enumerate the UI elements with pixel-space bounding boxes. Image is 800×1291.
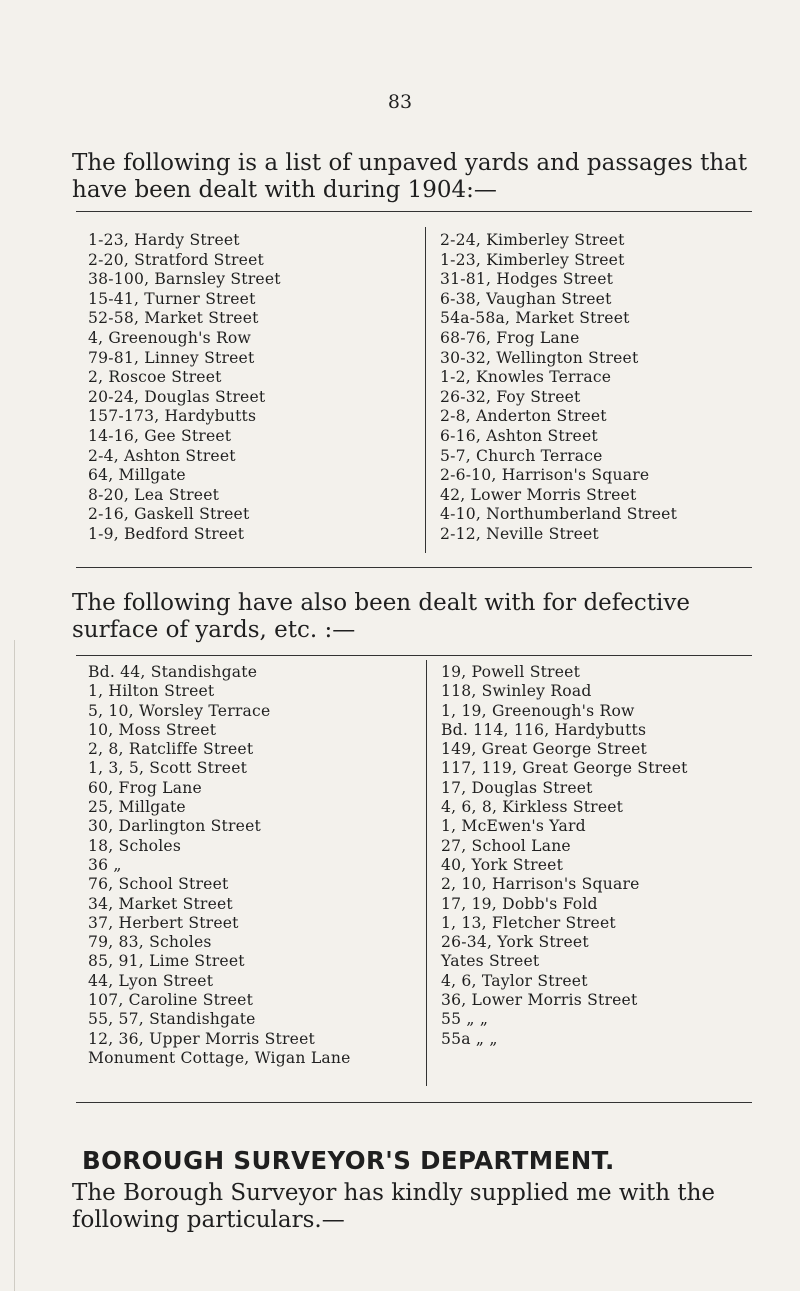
defective-list-item: 30, Darlington Street bbox=[88, 817, 261, 836]
unpaved-list-item: 14-16, Gee Street bbox=[88, 426, 232, 445]
page-number: 83 bbox=[387, 91, 413, 113]
defective-list-item: 10, Moss Street bbox=[88, 720, 217, 739]
defective-list-item: 40, York Street bbox=[441, 855, 564, 874]
table2-column-divider bbox=[426, 660, 427, 1086]
unpaved-list-item: 1-9, Bedford Street bbox=[88, 524, 245, 543]
intro-defective-paragraph: The following have also been dealt with for defective surface of yards, etc. :— bbox=[72, 590, 691, 643]
defective-list-item: 55 „ „ bbox=[441, 1010, 489, 1029]
table1-bottom-rule bbox=[76, 567, 752, 568]
unpaved-list-item: 2-24, Kimberley Street bbox=[440, 231, 625, 249]
defective-list-item: 17, Douglas Street bbox=[441, 778, 593, 797]
unpaved-list-item: 6-16, Ashton Street bbox=[440, 426, 598, 445]
defective-list-item: 5, 10, Worsley Terrace bbox=[88, 701, 271, 720]
unpaved-list-item: 6-38, Vaughan Street bbox=[440, 289, 612, 308]
defective-list-item: 12, 36, Upper Morris Street bbox=[88, 1029, 315, 1048]
unpaved-list-item: 2-8, Anderton Street bbox=[440, 407, 607, 426]
unpaved-list-item: 79-81, Linney Street bbox=[88, 348, 255, 367]
unpaved-list-item: 2-16, Gaskell Street bbox=[88, 505, 250, 524]
defective-list-item: 36 „ bbox=[88, 855, 122, 874]
defective-list-right bbox=[441, 663, 688, 1049]
unpaved-list-item: 5-7, Church Terrace bbox=[440, 446, 603, 465]
unpaved-list-item: 64, Millgate bbox=[88, 466, 186, 485]
defective-list-item: 1, McEwen's Yard bbox=[441, 817, 586, 836]
defective-list-item: 19, Powell Street bbox=[441, 663, 581, 681]
defective-list-item: 60, Frog Lane bbox=[88, 778, 202, 797]
unpaved-list-item: 54a-58a, Market Street bbox=[440, 309, 630, 328]
defective-list-item: 1, 19, Greenough's Row bbox=[441, 701, 635, 720]
defective-list-item: Bd. 114, 116, Hardybutts bbox=[441, 720, 647, 739]
defective-list-item: 1, Hilton Street bbox=[88, 682, 215, 701]
unpaved-list-item: 2-6-10, Harrison's Square bbox=[440, 466, 650, 485]
defective-list-item: 1, 3, 5, Scott Street bbox=[88, 759, 248, 778]
defective-list-item: 1, 13, Fletcher Street bbox=[441, 913, 616, 932]
unpaved-list-item: 52-58, Market Street bbox=[88, 309, 259, 328]
outro-paragraph: The Borough Surveyor has kindly supplied me with the following particulars.— bbox=[72, 1180, 716, 1233]
defective-list-item: Monument Cottage, Wigan Lane bbox=[88, 1048, 351, 1067]
defective-list-item: 117, 119, Great George Street bbox=[441, 759, 688, 778]
unpaved-list-item: 2-12, Neville Street bbox=[440, 524, 599, 543]
defective-list-item: 25, Millgate bbox=[88, 798, 186, 817]
table2-top-rule bbox=[76, 655, 752, 656]
unpaved-list-item: 2-20, Stratford Street bbox=[88, 250, 264, 269]
defective-list-item: 79, 83, Scholes bbox=[88, 933, 212, 952]
defective-list-item: 107, Caroline Street bbox=[88, 991, 254, 1010]
defective-list-item: 37, Herbert Street bbox=[88, 913, 239, 932]
unpaved-list-item: 68-76, Frog Lane bbox=[440, 328, 580, 347]
defective-list-item: 4, 6, Taylor Street bbox=[441, 971, 588, 990]
unpaved-list-item: 42, Lower Morris Street bbox=[440, 485, 637, 504]
defective-list-item: 4, 6, 8, Kirkless Street bbox=[441, 798, 624, 817]
unpaved-list-item: 1-23, Kimberley Street bbox=[440, 250, 625, 269]
defective-list-item: 55a „ „ bbox=[441, 1029, 498, 1048]
unpaved-list-item: 1-23, Hardy Street bbox=[88, 231, 240, 249]
table1-top-rule bbox=[76, 211, 752, 212]
defective-list-item: 2, 8, Ratcliffe Street bbox=[88, 740, 254, 759]
table2-bottom-rule bbox=[76, 1102, 752, 1103]
defective-list-item: 18, Scholes bbox=[88, 836, 182, 855]
defective-list-item: 118, Swinley Road bbox=[441, 682, 592, 701]
unpaved-list-item: 8-20, Lea Street bbox=[88, 485, 220, 504]
defective-list-item: 26-34, York Street bbox=[441, 933, 589, 952]
table1-column-divider bbox=[425, 227, 426, 553]
unpaved-list-item: 31-81, Hodges Street bbox=[440, 270, 614, 289]
unpaved-list-item: 38-100, Barnsley Street bbox=[88, 270, 281, 289]
section-heading: BOROUGH SURVEYOR'S DEPARTMENT. bbox=[82, 1146, 615, 1175]
unpaved-list-item: 26-32, Foy Street bbox=[440, 387, 581, 406]
defective-list-item: 2, 10, Harrison's Square bbox=[441, 875, 640, 894]
unpaved-list-item: 30-32, Wellington Street bbox=[440, 348, 639, 367]
unpaved-list-item: 4-10, Northumberland Street bbox=[440, 505, 678, 524]
unpaved-list-item: 1-2, Knowles Terrace bbox=[440, 368, 612, 387]
unpaved-list-item: 20-24, Douglas Street bbox=[88, 387, 266, 406]
intro-unpaved-paragraph: The following is a list of unpaved yards and passages that have been dealt with during 1904:— bbox=[72, 150, 748, 203]
unpaved-list-left bbox=[88, 231, 281, 545]
defective-list-item: 85, 91, Lime Street bbox=[88, 952, 245, 971]
unpaved-list-item: 15-41, Turner Street bbox=[88, 289, 256, 308]
defective-list-item: 36, Lower Morris Street bbox=[441, 991, 638, 1010]
defective-list-item: 149, Great George Street bbox=[441, 740, 647, 759]
defective-list-item: 76, School Street bbox=[88, 875, 229, 894]
unpaved-list-item: 2, Roscoe Street bbox=[88, 368, 222, 387]
unpaved-list-item: 4, Greenough's Row bbox=[88, 328, 252, 347]
unpaved-list-right bbox=[440, 231, 677, 545]
defective-list-item: Bd. 44, Standishgate bbox=[88, 663, 258, 681]
page-binding-edge bbox=[0, 640, 15, 1291]
defective-list-item: 34, Market Street bbox=[88, 894, 233, 913]
defective-list-item: 17, 19, Dobb's Fold bbox=[441, 894, 598, 913]
unpaved-list-item: 157-173, Hardybutts bbox=[88, 407, 257, 426]
defective-list-item: 55, 57, Standishgate bbox=[88, 1010, 256, 1029]
unpaved-list-item: 2-4, Ashton Street bbox=[88, 446, 236, 465]
defective-list-left bbox=[88, 663, 351, 1068]
defective-list-item: Yates Street bbox=[441, 952, 540, 971]
defective-list-item: 44, Lyon Street bbox=[88, 971, 214, 990]
defective-list-item: 27, School Lane bbox=[441, 836, 571, 855]
